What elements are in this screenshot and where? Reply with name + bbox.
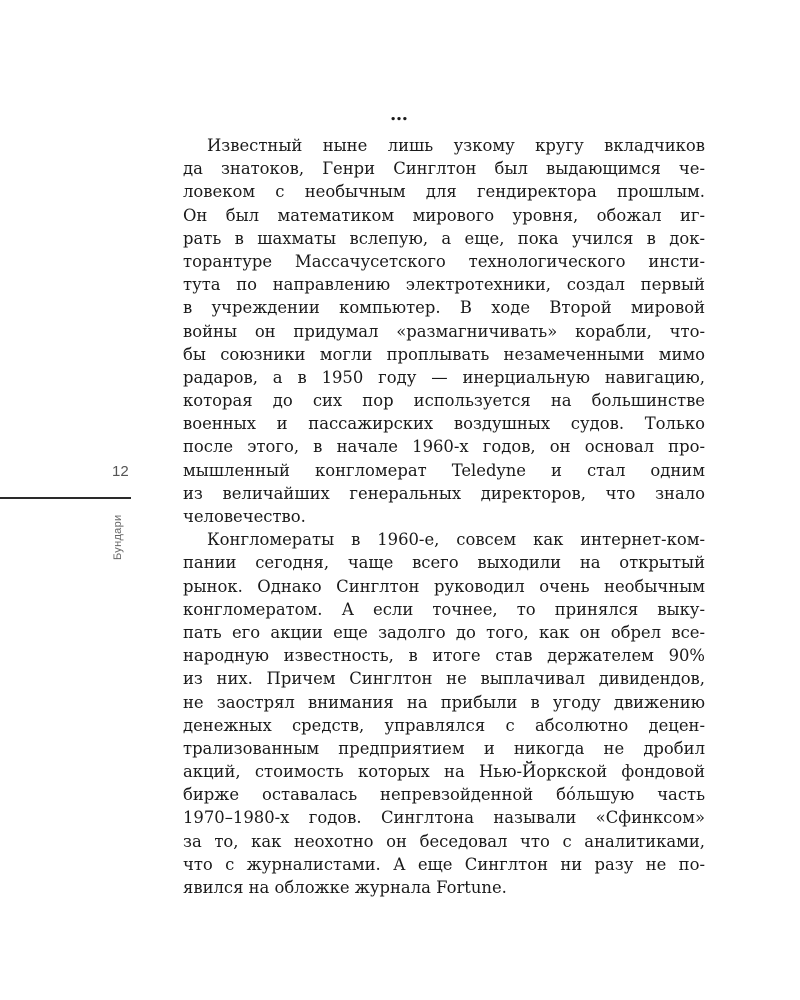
running-head: Бундари (112, 514, 124, 560)
text-line: человечество. (183, 507, 306, 526)
text-line: рынок. Однако Синглтон руководил очень необычным (183, 576, 705, 596)
text-line: акций, стоимость которых на Нью-Йоркской фондовой (183, 762, 705, 782)
text-line: ловеком с необычным для гендиректора прошлым. (183, 182, 705, 202)
text-line: трализованным предприятием и никогда не дробил (183, 738, 705, 758)
text-line: из них. Причем Синглтон не выплачивал дивидендов, (183, 669, 705, 689)
text-line: торантуре Массачусетского технологического инсти- (183, 251, 705, 271)
text-line: за то, как неохотно он беседовал что с аналитиками, (183, 831, 705, 851)
text-line: бы союзники могли проплывать незамеченными мимо (183, 344, 705, 364)
text-line: радаров, а в 1950 году — инерциальную навигацию, (183, 367, 705, 387)
text-line: пать его акции еще задолго до того, как он обрел все- (183, 622, 705, 642)
page-number: 12 (112, 463, 129, 480)
text-line: 1970–1980-х годов. Синглтона называли «Сфинксом» (183, 808, 705, 828)
text-line: рать в шахматы вслепую, а еще, пока учился в док- (183, 228, 705, 248)
text-line: военных и пассажирских воздушных судов. Только (183, 414, 705, 434)
body-text (183, 134, 705, 899)
text-line: денежных средств, управлялся с абсолютно децен- (183, 715, 705, 735)
text-line: бирже оставалась непревзойденной бóльшую часть (183, 785, 705, 805)
text-line: мышленный конгломерат Teledyne и стал одним (183, 460, 705, 480)
margin-rule (0, 497, 131, 499)
text-line: Известный ныне лишь узкому кругу вкладчиков (207, 136, 705, 155)
text-line: войны он придумал «размагничивать» корабли, что- (183, 321, 705, 341)
text-line: явился на обложке журнала Fortune. (183, 878, 507, 897)
text-line: пании сегодня, чаще всего выходили на открытый (183, 553, 705, 573)
text-line: после этого, в начале 1960-х годов, он основал про- (183, 437, 705, 457)
text-line: не заострял внимания на прибыли в угоду движению (183, 692, 705, 712)
text-line: да знатоков, Генри Синглтон был выдающимся че- (183, 159, 705, 179)
text-line: Он был математиком мирового уровня, обожал иг- (183, 205, 705, 225)
text-line: Конгломераты в 1960-е, совсем как интернет-ком- (207, 530, 705, 550)
text-line: народную известность, в итоге став держателем 90% (183, 646, 705, 666)
text-line: тута по направлению электротехники, создал первый (183, 275, 705, 295)
text-line: что с журналистами. А еще Синглтон ни разу не по- (183, 854, 705, 874)
section-break-ornament: … (390, 104, 410, 125)
text-line: из величайших генеральных директоров, что знало (183, 483, 705, 503)
text-line: которая до сих пор используется на большинстве (183, 391, 705, 411)
text-line: конгломератом. А если точнее, то принялся выку- (183, 599, 705, 619)
text-line: в учреждении компьютер. В ходе Второй мировой (183, 298, 705, 318)
